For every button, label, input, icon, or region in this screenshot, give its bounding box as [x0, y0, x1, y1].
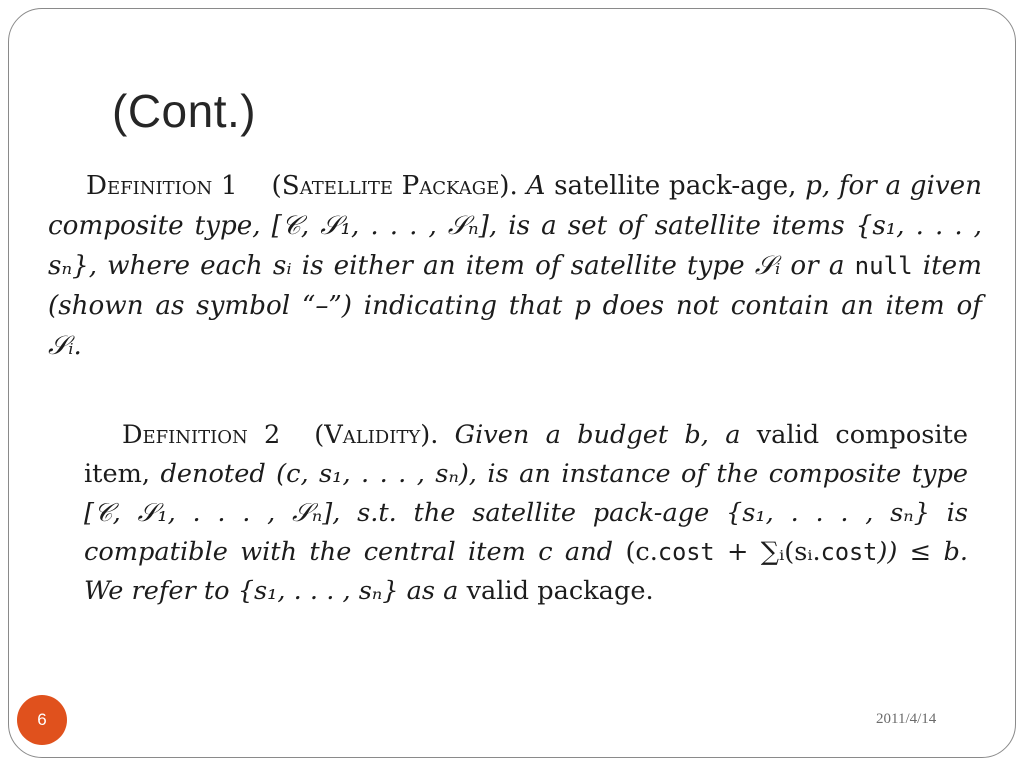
definition-1-lead-b: satellite pack-age, — [554, 171, 797, 201]
definition-2-part-6: valid package. — [466, 576, 654, 606]
definition-1-body: p, for a given composite type, [𝒞, 𝒮₁, . . . , 𝒮ₙ], is a set of satellite items {s₁, . . . , sₙ}, where each sᵢ is either an item of satellite type 𝒮ᵢ or a — [48, 171, 983, 281]
definition-1-lead-a: A — [526, 171, 546, 201]
definition-2-part-4: denoted (c, s₁, . . . , sₙ), is an instance of the composite type [𝒞, 𝒮₁, . . . , 𝒮ₙ], s.t. the satellite pack-age {s₁, . . . , sₙ} is compatible with the central item c and — [84, 459, 968, 567]
page-number-badge — [17, 695, 67, 745]
page-number: 6 — [37, 710, 47, 729]
definition-2-part-3: valid composite item, — [84, 420, 968, 489]
slide-title: (Cont.) — [112, 85, 257, 137]
definition-2-part-5c: )) ≤ b. We refer to {s₁, . . . , sₙ} as a — [84, 537, 969, 606]
definition-1-name: (Satellite Package). — [271, 171, 518, 201]
definition-2-name: (Validity). — [314, 420, 439, 450]
definition-2-cost-word-1: cost — [657, 538, 715, 566]
definition-2-part-2: a — [725, 420, 741, 450]
definition-2-label: Definition 2 — [122, 420, 281, 450]
definition-2-part-1: Given a budget b, — [454, 420, 709, 450]
definition-2-part-5a: (c. — [625, 537, 658, 567]
definition-1-null-word: null — [854, 252, 913, 280]
slide-date: 2011/4/14 — [876, 711, 937, 727]
definition-1-label: Definition 1 — [86, 171, 238, 201]
definition-1-body-end: item (shown as symbol “–”) indicating that p does not contain an item of 𝒮ᵢ. — [48, 251, 982, 361]
definition-1 — [48, 166, 982, 366]
definition-2 — [84, 416, 968, 611]
definition-2-part-5b: + ∑ᵢ(sᵢ. — [727, 537, 821, 567]
definition-2-cost-word-2: cost — [820, 538, 878, 566]
